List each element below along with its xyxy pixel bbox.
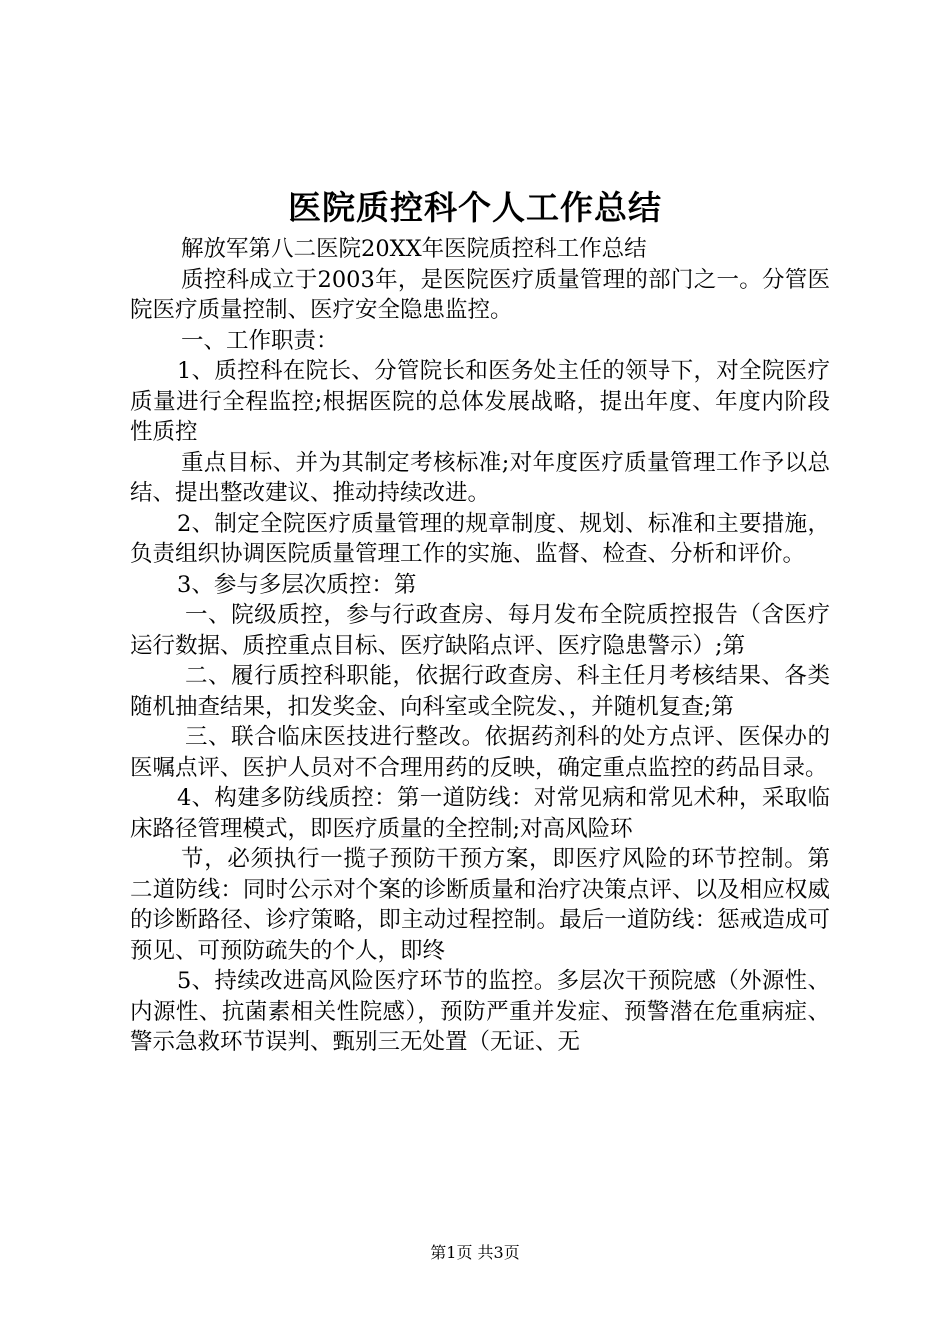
paragraph: 二、履行质控科职能，依据行政查房、科主任月考核结果、各类随机抽查结果，扣发奖金、向科室或全院发、，并随机复查;第 <box>130 663 830 720</box>
paragraph: 5、持续改进高风险医疗环节的监控。多层次干预院感（外源性、内源性、抗菌素相关性院感），预防严重并发症、预警潜在危重病症、警示急救环节误判、甄别三无处置（无证、无 <box>130 968 830 1055</box>
paragraph: 3、参与多层次质控：第 <box>177 571 417 598</box>
paragraph: 1、质控科在院长、分管院长和医务处主任的领导下，对全院医疗质量进行全程监控;根据医院的总体发展战略，提出年度、年度内阶段性质控 <box>130 358 830 445</box>
paragraph: 三、联合临床医技进行整改。依据药剂科的处方点评、医保办的医嘱点评、医护人员对不合理用药的反映，确定重点监控的药品目录。 <box>130 724 830 781</box>
paragraph: 4、构建多防线质控：第一道防线：对常见病和常见术种，采取临床路径管理模式，即医疗质量的全控制;对高风险环 <box>130 785 830 842</box>
paragraph: 一、院级质控，参与行政查房、每月发布全院质控报告（含医疗运行数据、质控重点目标、医疗缺陷点评、医疗隐患警示）;第 <box>130 602 830 659</box>
page-indicator: 第1页 共3页 <box>430 1243 520 1262</box>
paragraph: 解放军第八二医院20XX年医院质控科工作总结 <box>181 236 647 262</box>
page-footer <box>0 1242 950 1264</box>
paragraph: 2、制定全院医疗质量管理的规章制度、规划、标准和主要措施，负责组织协调医院质量管理工作的实施、监督、检查、分析和评价。 <box>130 510 830 567</box>
paragraph: 重点目标、并为其制定考核标准;对年度医疗质量管理工作予以总结、提出整改建议、推动持续改进。 <box>130 449 830 506</box>
document-title: 医院质控科个人工作总结 <box>288 188 662 227</box>
paragraph: 一、工作职责： <box>181 327 339 354</box>
document-body <box>130 234 830 1058</box>
paragraph: 节，必须执行一揽子预防干预方案，即医疗风险的环节控制。第二道防线：同时公示对个案的诊断质量和治疗决策点评、以及相应权威的诊断路径、诊疗策略，即主动过程控制。最后一道防线：惩戒造成可预见、可预防疏失的个人，即终 <box>130 846 830 964</box>
paragraph: 质控科成立于2003年，是医院医疗质量管理的部门之一。分管医院医疗质量控制、医疗安全隐患监控。 <box>130 266 830 323</box>
